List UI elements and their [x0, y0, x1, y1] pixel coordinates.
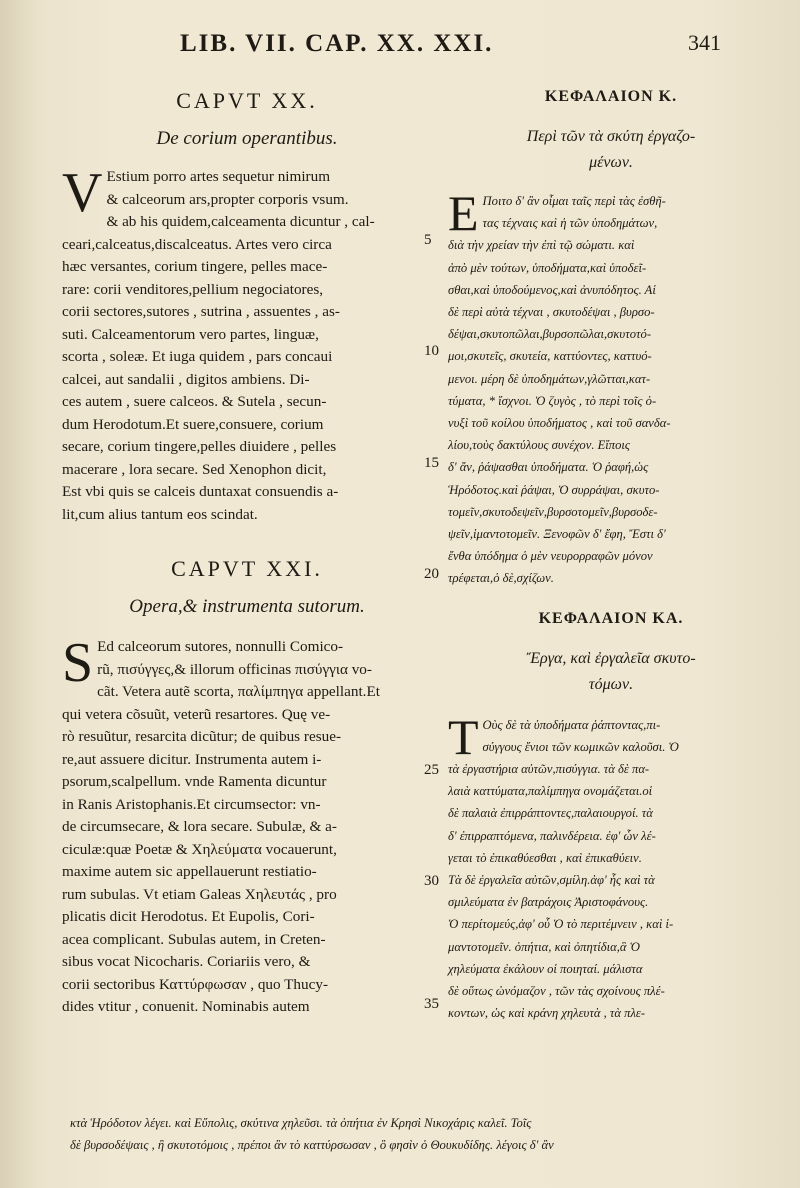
- text-line: δὲ περὶ αὐτὰ τέχναι , σκυτοδέψαι , βυρσο-: [448, 305, 655, 320]
- text-line: ἀπὸ μὲν τούτων, ὑποδήματα,καὶ ὑποδεῖ-: [448, 260, 647, 275]
- kephalaion-21-subtitle: Ἔργα, καὶ ἐργαλεῖα σκυτο-: [526, 649, 696, 667]
- text-line: λίου,τοὺς δακτύλους συνέχον. Εἴποις: [448, 438, 631, 453]
- text-line: τρέφεται,ὁ δὲ,σχίζων.: [448, 571, 554, 586]
- text-line: τύματα, * ἴσχνοι. Ὁ ζυγὸς , τὸ περὶ τοῖς ὀ-: [448, 393, 657, 408]
- text-line: qui vetera cõsuũt, veterũ resartores. Quę ve-: [62, 705, 331, 723]
- text-line: Ὁ περίτομεύς,ἀφ' οὗ Ὁ τὸ περιτέμνειν , καὶ ἱ-: [448, 917, 674, 932]
- text-line: rum subulas. Vt etiam Galeas Χηλευτάς , pro: [62, 885, 337, 903]
- text-line: Ed calceorum sutores, nonnulli Comico-: [97, 638, 344, 655]
- latin-column: [62, 88, 432, 1019]
- text-line: δὲ παλαιὰ ἐπιρράπτοντες,παλαιουργοί. τὰ: [448, 806, 653, 821]
- drop-cap-tau: Τ: [448, 708, 479, 765]
- text-line: δ' ἐπιρραπτόμενα, παλινδέρεια. ἐφ' ὧν λέ-: [448, 828, 656, 843]
- page-number: 341: [688, 30, 721, 55]
- line-number: 10: [424, 343, 439, 359]
- text-line: νυξὶ τοῦ κοίλου ὑποδήματος , καὶ τοῦ σανδα-: [448, 416, 671, 431]
- drop-cap-epsilon: Ε: [448, 185, 479, 241]
- text-line: corii sectores,sutores , sutrina , assuentes , as-: [62, 303, 340, 320]
- text-line: γεται τὸ ἐπικαθύεσθαι , καὶ ἐπικαθύειν.: [448, 850, 642, 865]
- text-line: Estium porro artes sequetur nimirum: [106, 168, 331, 185]
- text-line: χηλεύματα ἐκάλουν οἱ ποιηταί. μάλιστα: [448, 961, 643, 976]
- bottom-greek-text: [70, 1112, 770, 1156]
- chapter-20-title: CAPVT XX.: [176, 88, 318, 113]
- kephalaion-20-text: [448, 185, 774, 590]
- text-line: σθαι,καὶ ὑποδούμενος,καὶ ἀνυπόδητος. Αἱ: [448, 282, 656, 297]
- text-line: τὰ ἐργαστήρια αὐτῶν,πισύγγια. τὰ δὲ πα-: [448, 762, 650, 777]
- text-line: μαντοτομεῖν. ὀπήτια, καὶ ὀπητίδια,ἃ Ὁ: [448, 939, 640, 954]
- line-number: 5: [424, 232, 432, 248]
- text-line: & calceorum ars,propter corporis vsum.: [106, 190, 349, 208]
- text-line: ἔνθα ὑπόδημα ὁ μὲν νευρορραφῶν μόνον: [448, 549, 653, 564]
- text-line: δὲ βυρσοδέψαις , ἢ σκυτοτόμοις , πρέποι ἂν τὸ καττύρσωσαν , ὃ φησὶν ὁ Θουκυδίδης. λέγοις δ' ἂν: [70, 1138, 554, 1152]
- chapter-20-text: [62, 162, 432, 526]
- line-number: 35: [424, 996, 439, 1012]
- text-line: δὲ οὕτως ὠνόμαζον , τῶν τὰς σχοίνους πλέ-: [448, 984, 665, 999]
- line-number: 25: [424, 762, 439, 778]
- text-line: calcei, aut sandalii , digitos ambiens. Di-: [62, 370, 310, 388]
- kephalaion-20-title: ΚΕΦΑΛΑΙΟΝ Κ.: [544, 88, 678, 105]
- text-line: ces autem , suere calceos. & Sutela , secun-: [62, 393, 327, 410]
- text-line: ψεῖν,ἱμαντοτομεῖν. Ξενοφῶν δ' ἔφη, Ἔστι δ': [448, 527, 666, 542]
- text-line: rũ, πισύγγες,& illorum officinas πισύγγια vo-: [97, 660, 372, 678]
- text-line: hæc versantes, corium tingere, pelles mace-: [62, 258, 328, 275]
- text-line: secare, corium tingere,pelles diuidere , pelles: [62, 438, 337, 455]
- text-line: maxime autem sic appellauerunt restiatio-: [62, 863, 317, 880]
- chapter-20-subtitle: De corium operantibus.: [156, 128, 338, 149]
- line-number: 30: [424, 873, 439, 889]
- chapter-21-text: [62, 632, 432, 1019]
- text-line: corii sectoribus Καττύρφωσαν , quo Thucy-: [62, 975, 328, 993]
- text-line: sibus vocat Nicocharis. Coriariis vero, &: [62, 953, 311, 970]
- text-line: Τὰ δὲ ἐργαλεῖα αὐτῶν,σμίλη.ἀφ' ἧς καὶ τὰ: [448, 873, 655, 888]
- text-line: & ab his quidem,calceamenta dicuntur , cal-: [106, 213, 375, 230]
- text-line: psorum,scalpellum. vnde Ramenta dicuntur: [62, 773, 327, 790]
- text-line: lit,cum alius tantum eos scindat.: [62, 505, 258, 523]
- running-head: LIB. VII. CAP. XX. XXI.: [180, 30, 494, 57]
- text-line: dum Herodotum.Et suere,consuere, corium: [62, 415, 324, 433]
- text-line: scorta , soleæ. Et iuga quidem , pars concaui: [62, 348, 333, 365]
- drop-cap-s: S: [62, 632, 94, 694]
- text-line: κτὰ Ἡρόδοτον λέγει. καὶ Εὔπολις, σκύτινα χηλεῦσι. τὰ ὀπήτια ἐν Κρησὶ Νικοχάρις καλεῖ. Τοῖς: [70, 1116, 532, 1130]
- text-line: μοι,σκυτεῖς, σκυτεία, καττύοντες, καττυό-: [448, 349, 652, 364]
- chapter-21-title: CAPVT XXI.: [171, 556, 323, 581]
- greek-column: [448, 88, 774, 1025]
- text-line: ciculæ:quæ Poetæ & Χηλεύματα vocauerunt,: [62, 840, 337, 858]
- text-line: de circumsecare, & lora secare. Subulæ, & a-: [62, 818, 337, 835]
- text-line: rò resuũtur, resarcita dicũtur; de quibus resue-: [62, 728, 341, 745]
- drop-cap-v: V: [62, 162, 103, 224]
- text-line: dides vtitur , conuenit. Nominabis autem: [62, 998, 310, 1015]
- kephalaion-20-subtitle-cont: μένων.: [589, 154, 633, 171]
- text-line: Est vbi quis se calceis duntaxat consuendis a-: [62, 483, 339, 500]
- kephalaion-21-subtitle-cont: τόμων.: [588, 675, 634, 693]
- chapter-21-subtitle: Opera,& instrumenta sutorum.: [129, 596, 365, 617]
- text-line: plicatis dicit Herodotus. Et Eupolis, Cori-: [62, 908, 315, 925]
- line-number: 20: [424, 566, 439, 582]
- text-line: λαιὰ καττύματα,παλίμπηγα ονομάζεται.οἱ: [448, 784, 653, 799]
- text-line: re,aut assuere dicitur. Instrumenta autem i-: [62, 750, 322, 768]
- text-line: macerare , lora secare. Sed Xenophon dicit,: [62, 460, 327, 478]
- text-line: τομεῖν,σκυτοδεψεῖν,βυρσοτομεῖν,βυρσοδε-: [448, 504, 658, 519]
- text-line: Ποιτο δ' ἂν οἶμαι ταῖς περὶ τὰς ἐσθῆ-: [482, 194, 666, 208]
- kephalaion-21-text: [448, 708, 774, 1025]
- kephalaion-20-subtitle: Περὶ τῶν τὰ σκύτη ἐργαζο-: [526, 128, 696, 145]
- text-line: σύγγους ἔνιοι τῶν κωμικῶν καλοῦσι. Ὁ: [482, 739, 679, 754]
- text-line: σμιλεύματα ἐν βατράχοις Ἀριστοφάνους.: [448, 895, 649, 910]
- text-line: δ' ἄν, ῥάψασθαι ὑποδήματα. Ὁ ῥαφή,ὡς: [448, 460, 649, 475]
- kephalaion-21-title: ΚΕΦΑΛΑΙΟΝ ΚΑ.: [538, 609, 684, 627]
- text-line: cãt. Vetera autẽ scorta, παλίμπηγα appellant.Et: [97, 683, 380, 700]
- text-line: διὰ τὴν χρείαν τὴν ἐπὶ τῷ σώματι. καὶ: [448, 238, 635, 253]
- text-line: κοντων, ὡς καὶ κράνη χηλευτὰ , τὰ πλε-: [448, 1006, 646, 1021]
- text-line: δέψαι,σκυτοπῶλαι,βυρσοπῶλαι,σκυτοτό-: [448, 327, 652, 342]
- text-line: acea complicant. Subulas autem, in Creten-: [62, 930, 326, 948]
- text-line: μενοι. μέρη δὲ ὑποδημάτων,γλῶτται,κατ-: [448, 371, 651, 386]
- text-line: τας τέχναις καὶ ἡ τῶν ὑποδημάτων,: [482, 216, 658, 231]
- text-line: rare: corii venditores,pellium negociatores,: [62, 280, 324, 298]
- text-line: suti. Calceamentorum vero partes, linguæ,: [62, 325, 319, 343]
- text-line: in Ranis Aristophanis.Et circumsector: vn-: [62, 795, 321, 813]
- text-line: ceari,calceatus,discalceatus. Artes vero circa: [62, 235, 332, 253]
- line-number: 15: [424, 455, 439, 471]
- text-line: Ἡρόδοτος.καὶ ῥάψαι, Ὁ συρράψαι, σκυτο-: [448, 482, 660, 497]
- text-line: Οὺς δὲ τὰ ὑποδήματα ῥάπτοντας,πι-: [482, 717, 661, 732]
